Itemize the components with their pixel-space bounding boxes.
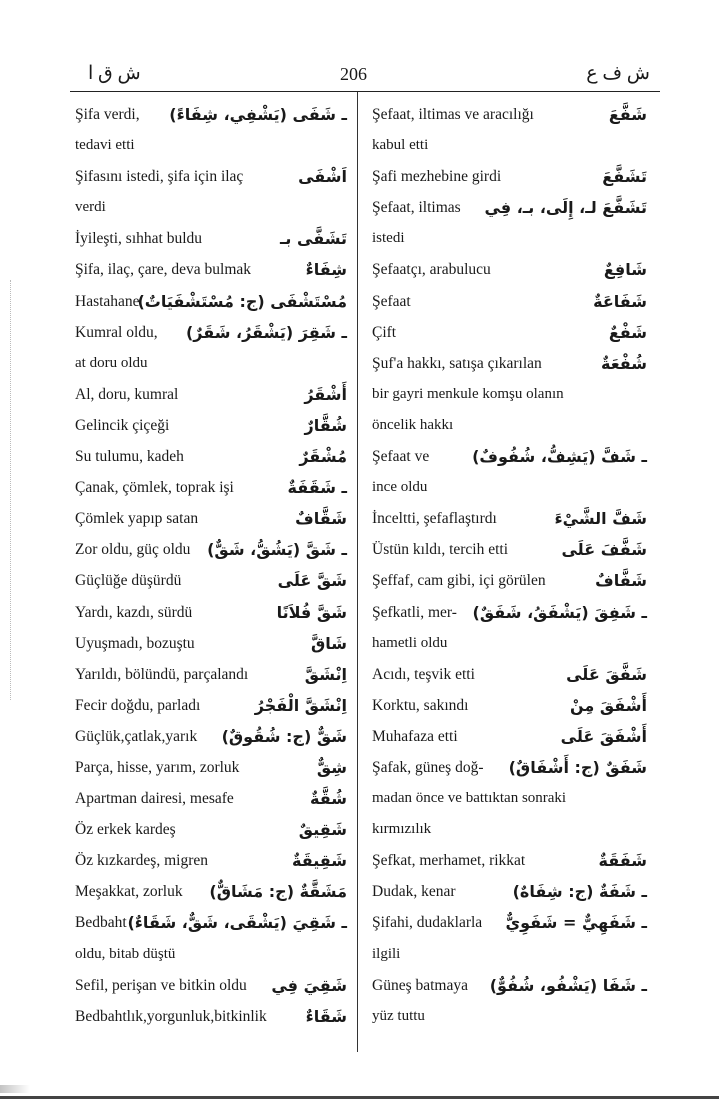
turkish-definition: Gelincik çiçeği (75, 416, 170, 434)
arabic-headword: ـ شَقِيَ (يَشْقَى، شَقٌّ، شَقَاءٌ) (127, 913, 347, 933)
turkish-definition: Meşakkat, zorluk (75, 883, 183, 901)
turkish-definition: Acıdı, teşvik etti (372, 665, 475, 683)
dictionary-line (75, 1001, 347, 1032)
turkish-definition: Şefaat ve (372, 448, 430, 466)
dictionary-line (75, 939, 347, 970)
dictionary-line (372, 317, 647, 348)
header-rule (70, 91, 660, 92)
dictionary-line (75, 659, 347, 690)
arabic-headword: شَفَاعَةٌ (593, 291, 647, 311)
turkish-definition: kabul etti (372, 137, 429, 154)
turkish-definition: Apartman dairesi, mesafe (75, 790, 234, 808)
turkish-definition: Şuf'a hakkı, satışa çıkarılan (372, 354, 542, 372)
dictionary-line (372, 286, 647, 317)
arabic-headword: شَفَّفَ عَلَى (561, 540, 647, 560)
dictionary-line (75, 970, 347, 1001)
arabic-headword: شَفَّ الشَّيْءَ (554, 509, 647, 529)
arabic-headword: شَفَّافٌ (595, 571, 647, 591)
dictionary-line (372, 783, 647, 814)
dictionary-line (372, 970, 647, 1001)
turkish-definition: Şafak, güneş doğ- (372, 758, 484, 776)
dictionary-line (75, 721, 347, 752)
arabic-headword: شَفَقَةٌ (598, 851, 647, 871)
dictionary-line (372, 534, 647, 565)
arabic-headword: اَشْفَى (298, 167, 347, 187)
turkish-definition: kırmızılık (372, 821, 432, 838)
turkish-definition: madan önce ve battıktan sonraki (372, 790, 567, 807)
header-left-letters: ش ق ا (88, 63, 141, 84)
arabic-headword: شَقَّ عَلَى (277, 571, 347, 591)
turkish-definition: verdi (75, 199, 106, 216)
turkish-definition: Uyuşmadı, bozuştu (75, 634, 195, 652)
dictionary-line (75, 223, 347, 254)
page-number: 206 (340, 64, 367, 84)
arabic-headword: مَشَقَّةٌ (ج: مَشَاقٌّ) (209, 882, 347, 902)
turkish-definition: İnceltti, şefaflaştırdı (372, 510, 497, 528)
arabic-headword: شَفَّقَ عَلَى (566, 664, 647, 684)
turkish-definition: Bedbaht (75, 914, 127, 932)
turkish-definition: Şeffaf, cam gibi, içi görülen (372, 572, 546, 590)
dictionary-line (75, 565, 347, 596)
dictionary-line (75, 254, 347, 285)
dictionary-line (75, 597, 347, 628)
turkish-definition: Kumral oldu, (75, 323, 158, 341)
column-divider (357, 92, 358, 1052)
turkish-definition: Şefkatli, mer- (372, 603, 457, 621)
turkish-definition: Çift (372, 323, 397, 341)
dictionary-line (75, 379, 347, 410)
dictionary-line (372, 130, 647, 161)
dictionary-line (372, 876, 647, 907)
arabic-headword: شَقِيَ فِي (271, 975, 347, 995)
turkish-definition: öncelik hakkı (372, 416, 454, 433)
dictionary-line (372, 1001, 647, 1032)
arabic-headword: شَاقَّ (310, 633, 347, 653)
turkish-definition: Bedbahtlık,yorgunluk,bitkinlik (75, 1007, 267, 1025)
arabic-headword: أَشْفَقَ عَلَى (560, 726, 647, 746)
turkish-definition: oldu, bitab düştü (75, 945, 176, 962)
turkish-definition: Çanak, çömlek, toprak işi (75, 479, 234, 497)
turkish-definition: Üstün kıldı, tercih etti (372, 541, 509, 559)
dictionary-line (372, 441, 647, 472)
arabic-headword: ـ شَفَى (يَشْفِي، شِفَاءً) (169, 105, 347, 124)
arabic-headword: شُفْعَةٌ (601, 353, 647, 373)
arabic-headword: تَشَفَّى بـ (279, 229, 347, 249)
dictionary-line (75, 783, 347, 814)
dictionary-line (75, 534, 347, 565)
turkish-definition: Şifa verdi, (75, 106, 140, 123)
turkish-definition: bir gayri menkule komşu olanın (372, 385, 564, 402)
turkish-definition: Şefaatçı, arabulucu (372, 261, 491, 279)
turkish-definition: Hastahane (75, 292, 140, 310)
arabic-headword: مُشْقَرٌ (299, 447, 347, 467)
turkish-definition: Zor oldu, güç oldu (75, 541, 191, 559)
dictionary-line (372, 845, 647, 876)
turkish-definition: Şefaat (372, 292, 411, 310)
turkish-definition: Öz erkek kardeş (75, 821, 176, 839)
turkish-definition: Güçlüğe düşürdü (75, 572, 182, 590)
turkish-definition: Şefaat, iltimas ve aracılığı (372, 106, 534, 123)
dictionary-line (75, 348, 347, 379)
arabic-headword: ـ شَقَّ (يَشُقُّ، شَقٌّ) (207, 540, 347, 560)
dictionary-line (372, 565, 647, 596)
arabic-headword: شَقٌّ (ج: شُقُوقٌ) (221, 726, 347, 746)
dictionary-line (372, 472, 647, 503)
turkish-definition: Şefaat, iltimas (372, 199, 461, 217)
dictionary-line (372, 907, 647, 938)
right-column (372, 99, 647, 1032)
dictionary-line (372, 721, 647, 752)
dictionary-line (75, 752, 347, 783)
dictionary-line (75, 876, 347, 907)
turkish-definition: Korktu, sakındı (372, 696, 469, 714)
arabic-headword: شُقَّارٌ (304, 415, 347, 435)
dictionary-line (372, 503, 647, 534)
dictionary-line (75, 845, 347, 876)
page-header (70, 60, 660, 92)
turkish-definition: Fecir doğdu, parladı (75, 696, 201, 714)
dictionary-line (75, 472, 347, 503)
dictionary-line (75, 441, 347, 472)
turkish-definition: Güneş batmaya (372, 976, 468, 994)
dictionary-line (75, 99, 347, 130)
dictionary-line (372, 99, 647, 130)
turkish-definition: Sefil, perişan ve bitkin oldu (75, 976, 247, 994)
arabic-headword: مُسْتَشْفَى (ج: مُسْتَشْفَيَاتٌ) (137, 291, 347, 311)
bottom-rule (0, 1096, 719, 1099)
turkish-definition: at doru oldu (75, 354, 148, 371)
turkish-definition: Yarıldı, bölündü, parçalandı (75, 665, 249, 683)
dictionary-line (75, 317, 347, 348)
dictionary-line (75, 161, 347, 192)
turkish-definition: Muhafaza etti (372, 727, 458, 745)
dictionary-line (75, 286, 347, 317)
dictionary-line (75, 192, 347, 223)
arabic-headword: أَشْفَقَ مِنْ (569, 695, 647, 715)
dictionary-line (75, 628, 347, 659)
turkish-definition: ince oldu (372, 479, 428, 496)
dictionary-line (372, 690, 647, 721)
turkish-definition: Yardı, kazdı, sürdü (75, 603, 193, 621)
dictionary-line (75, 130, 347, 161)
arabic-headword: شُقَّةٌ (310, 789, 347, 809)
arabic-headword: تَشَفَّعَ (602, 167, 647, 187)
dictionary-line (75, 907, 347, 938)
arabic-headword: شَفَقٌ (ج: أَشْفَاقٌ) (508, 757, 647, 777)
arabic-headword: شَفْعٌ (608, 322, 647, 342)
arabic-headword: اِنْشَقَّ الْفَجْرُ (254, 695, 347, 715)
arabic-headword: تَشَفَّعَ لـ، إِلَى، بـ، فِي (484, 198, 647, 218)
arabic-headword: أَشْقَرُ (304, 384, 347, 404)
dictionary-line (372, 752, 647, 783)
dictionary-line (372, 348, 647, 379)
turkish-definition: Şafi mezhebine girdi (372, 168, 502, 186)
arabic-headword: ـ شَفَهِيٌّ = شَفَوِيٌّ (505, 913, 647, 933)
dictionary-line (372, 161, 647, 192)
turkish-definition: Çömlek yapıp satan (75, 510, 199, 528)
dictionary-line (372, 223, 647, 254)
dictionary-line (372, 597, 647, 628)
arabic-headword: ـ شَفِقَ (يَشْفَقُ، شَفَقٌ) (472, 602, 647, 622)
arabic-headword: شَقَاءٌ (305, 1006, 347, 1026)
dictionary-line (372, 659, 647, 690)
dictionary-line (75, 814, 347, 845)
arabic-headword: شَقِيقَةٌ (292, 851, 347, 871)
arabic-headword: شَقَّ فُلاَنًا (276, 602, 347, 622)
turkish-definition: Su tulumu, kadeh (75, 448, 184, 466)
dictionary-line (75, 503, 347, 534)
arabic-headword: شَقِيقٌ (298, 820, 347, 840)
arabic-headword: ـ شَفَّ (يَشِفُّ، شُفُوفٌ) (472, 447, 647, 467)
turkish-definition: yüz tuttu (372, 1007, 425, 1024)
turkish-definition: Öz kızkardeş, migren (75, 852, 208, 870)
dictionary-line (372, 192, 647, 223)
arabic-headword: شَفَّعَ (608, 105, 647, 124)
dictionary-line (372, 410, 647, 441)
arabic-headword: ـ شَفَا (يَشْفُو، شُفُوٌّ) (489, 975, 647, 995)
turkish-definition: ilgili (372, 945, 401, 962)
turkish-definition: Güçlük,çatlak,yarık (75, 727, 198, 745)
arabic-headword: شِقٌّ (316, 757, 347, 777)
dictionary-line (372, 628, 647, 659)
scan-artifact (0, 1085, 30, 1093)
arabic-headword: شَقَّافٌ (295, 509, 347, 529)
header-right-letters: ش ف ع (586, 63, 650, 84)
turkish-definition: hametli oldu (372, 634, 448, 651)
turkish-definition: Al, doru, kumral (75, 385, 179, 403)
turkish-definition: Şefkat, merhamet, rikkat (372, 852, 526, 870)
dictionary-line (75, 690, 347, 721)
arabic-headword: شَافِعٌ (603, 260, 647, 280)
arabic-headword: ـ شَفَةٌ (ج: شِفَاهٌ) (512, 882, 647, 902)
turkish-definition: Şifasını istedi, şifa için ilaç (75, 168, 244, 186)
arabic-headword: ـ شَقِرَ (يَشْقَرُ، شَقَرٌ) (185, 322, 347, 342)
turkish-definition: Dudak, kenar (372, 883, 456, 901)
turkish-definition: İyileşti, sıhhat buldu (75, 230, 203, 248)
arabic-headword: شِفَاءٌ (305, 260, 347, 280)
arabic-headword: ـ شَقَفَةٌ (287, 478, 347, 498)
arabic-headword: اِنْشَقَّ (304, 664, 347, 684)
dictionary-line (75, 410, 347, 441)
turkish-definition: Şifa, ilaç, çare, deva bulmak (75, 261, 252, 279)
dictionary-line (372, 939, 647, 970)
dictionary-line (372, 814, 647, 845)
dictionary-line (372, 254, 647, 285)
turkish-definition: tedavi etti (75, 137, 135, 154)
turkish-definition: Şifahi, dudaklarla (372, 914, 483, 932)
scan-margin-mark (10, 280, 11, 700)
left-column (75, 99, 347, 1032)
turkish-definition: istedi (372, 230, 405, 247)
dictionary-line (372, 379, 647, 410)
turkish-definition: Parça, hisse, yarım, zorluk (75, 758, 240, 776)
